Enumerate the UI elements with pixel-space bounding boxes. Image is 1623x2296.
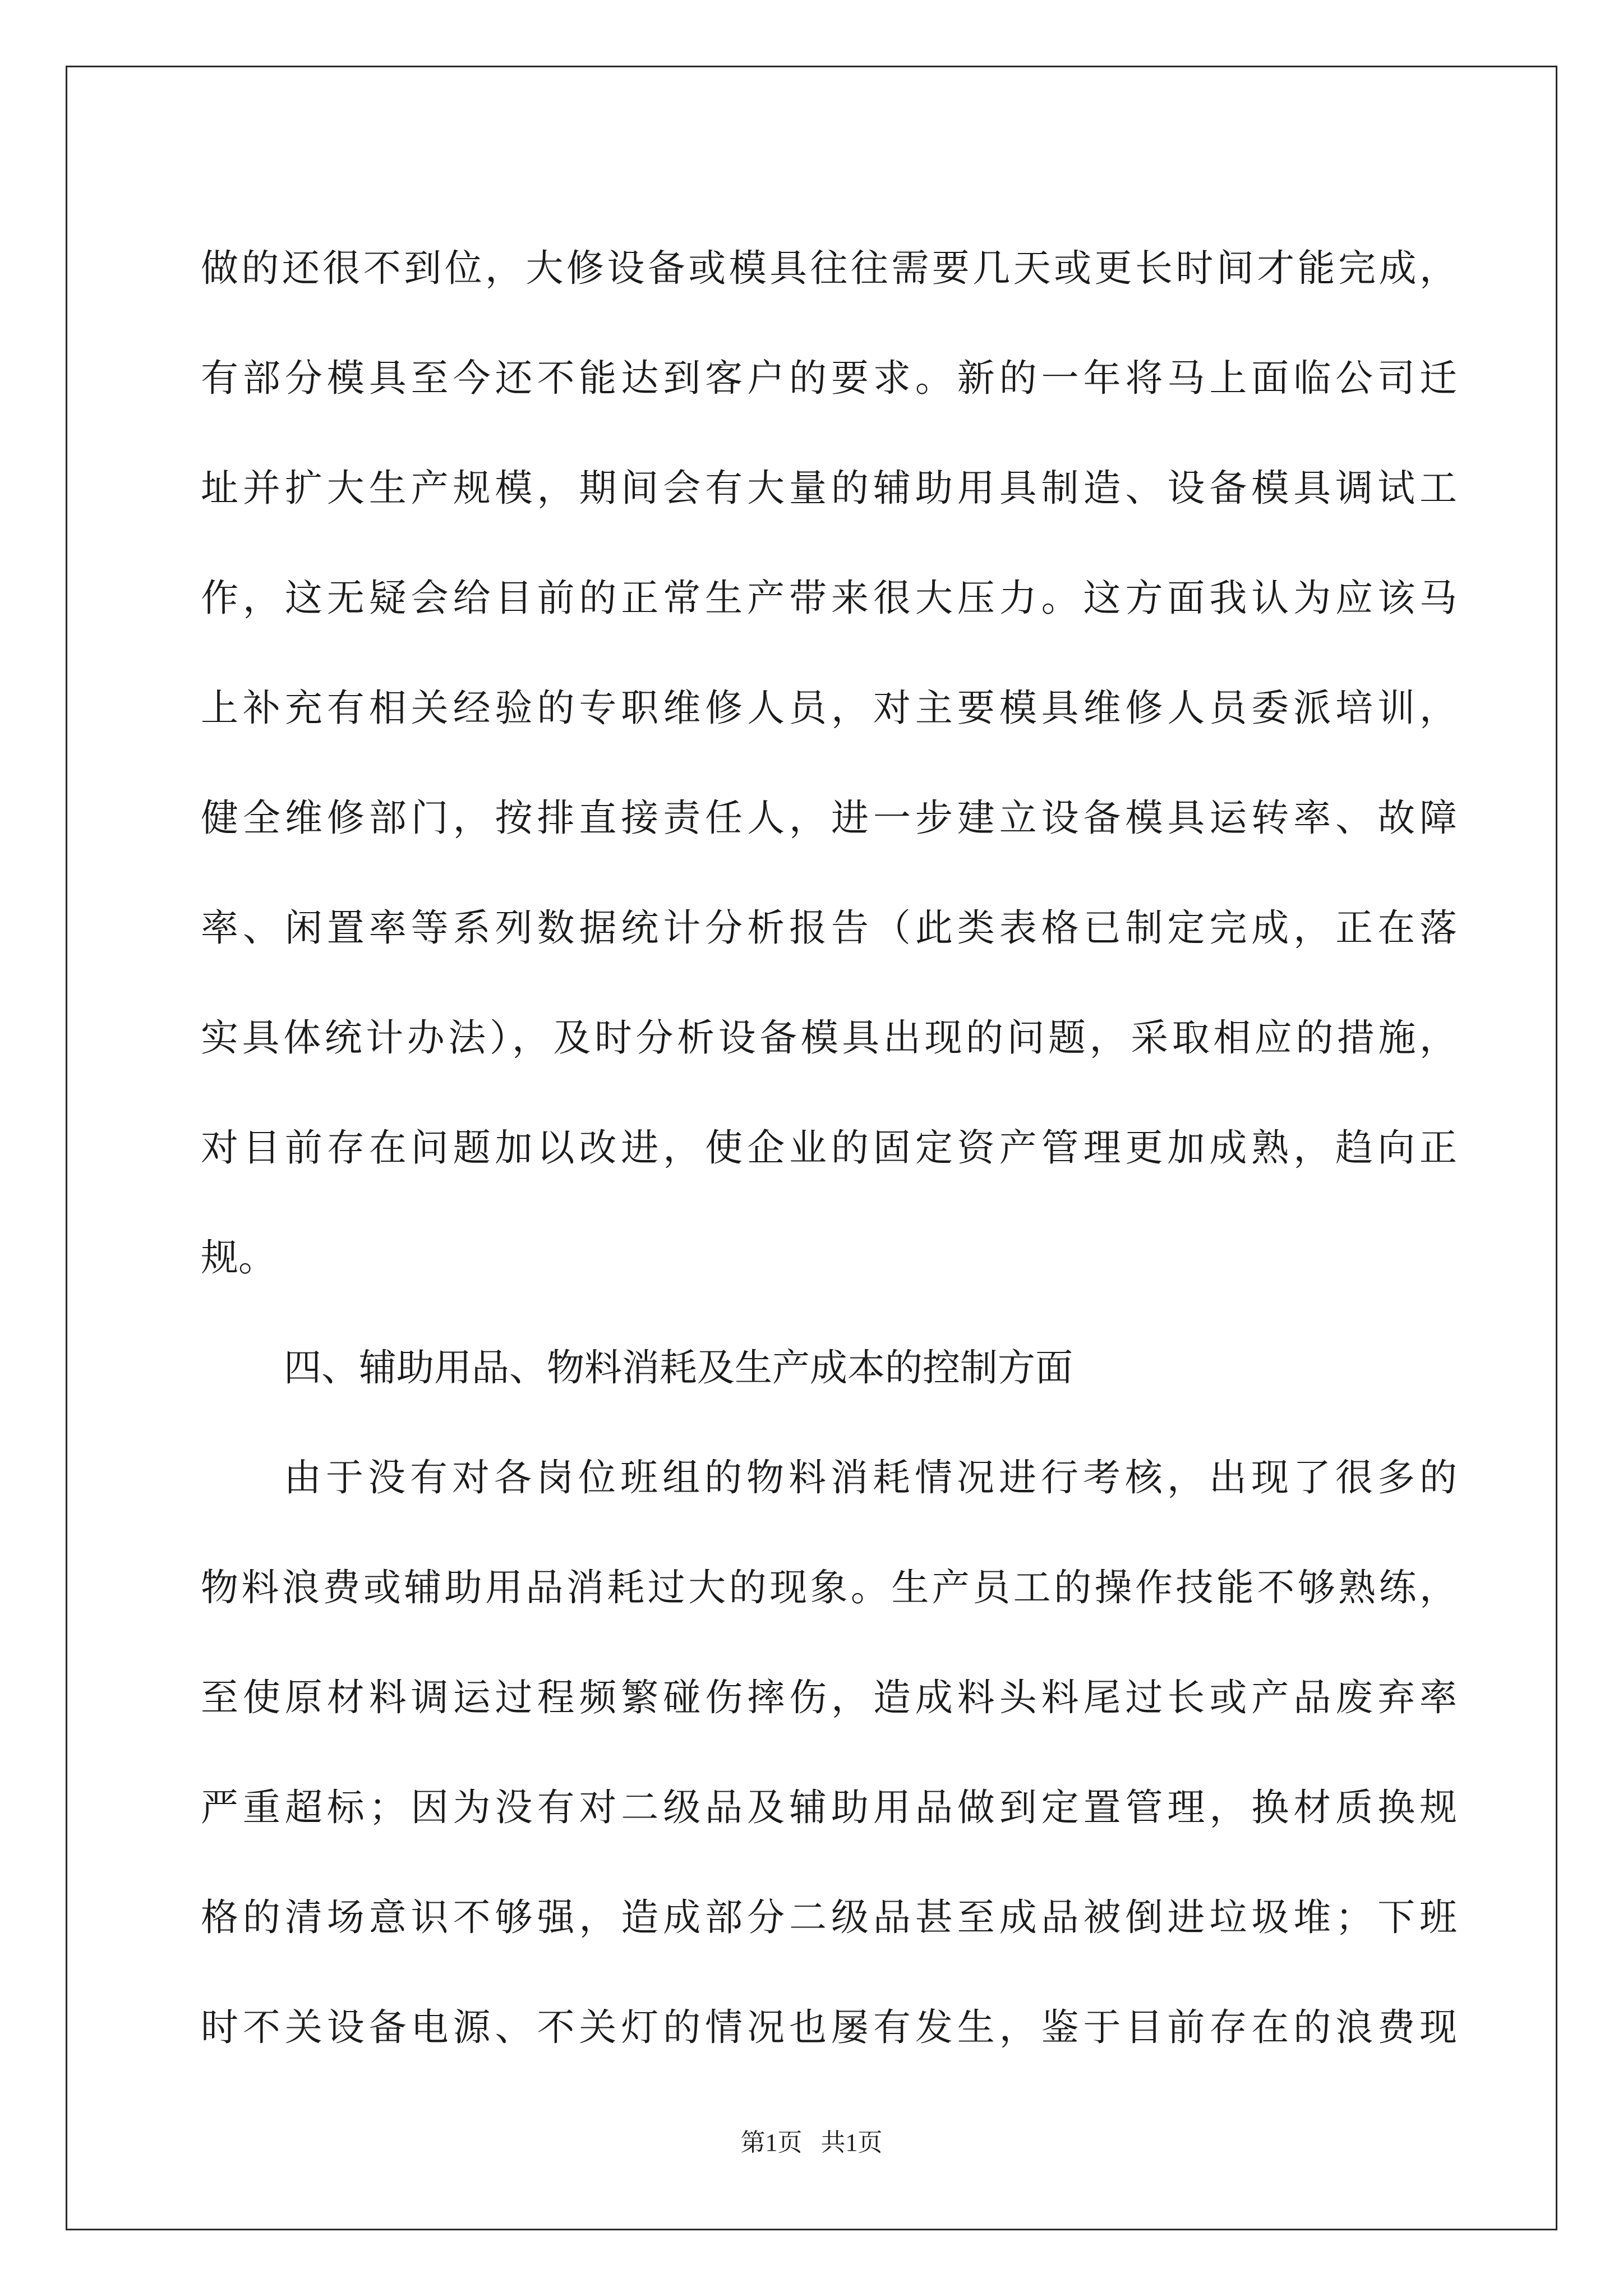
paragraph-line: 物料浪费或辅助用品消耗过大的现象。生产员工的操作技能不够熟练，: [201, 1566, 1457, 1609]
paragraph-line: 有部分模具至今还不能达到客户的要求。新的一年将马上面临公司迁: [201, 356, 1457, 400]
paragraph-line: 率、闲置率等系列数据统计分析报告（此类表格已制定完成，正在落: [201, 906, 1457, 950]
paragraph-line: 时不关设备电源、不关灯的情况也屡有发生，鉴于目前存在的浪费现: [201, 2005, 1457, 2049]
paragraph-line: 至使原材料调运过程频繁碰伤摔伤，造成料头料尾过长或产品废弃率: [201, 1676, 1457, 1719]
paragraph-line: 实具体统计办法），及时分析设备模具出现的问题，采取相应的措施，: [201, 1016, 1457, 1060]
section-heading: 四、辅助用品、物料消耗及生产成本的控制方面: [284, 1346, 1073, 1389]
paragraph-line: 做的还很不到位，大修设备或模具往往需要几天或更长时间才能完成，: [201, 246, 1457, 290]
paragraph-line: 上补充有相关经验的专职维修人员，对主要模具维修人员委派培训，: [201, 686, 1457, 730]
paragraph-line: 由于没有对各岗位班组的物料消耗情况进行考核，出现了很多的: [284, 1456, 1457, 1499]
paragraph-line: 址并扩大生产规模，期间会有大量的辅助用具制造、设备模具调试工: [201, 466, 1457, 510]
paragraph-line: 作，这无疑会给目前的正常生产带来很大压力。这方面我认为应该马: [201, 576, 1457, 620]
paragraph-line: 严重超标；因为没有对二级品及辅助用品做到定置管理，换材质换规: [201, 1786, 1457, 1829]
paragraph-line: 规。: [201, 1236, 276, 1280]
paragraph-line: 对目前存在问题加以改进，使企业的固定资产管理更加成熟，趋向正: [201, 1126, 1457, 1170]
document-body: [201, 213, 1457, 2082]
page-number-footer: 第1页 共1页: [740, 2129, 883, 2156]
paragraph-line: 健全维修部门，按排直接责任人，进一步建立设备模具运转率、故障: [201, 796, 1457, 840]
paragraph-line: 格的清场意识不够强，造成部分二级品甚至成品被倒进垃圾堆；下班: [201, 1895, 1457, 1939]
